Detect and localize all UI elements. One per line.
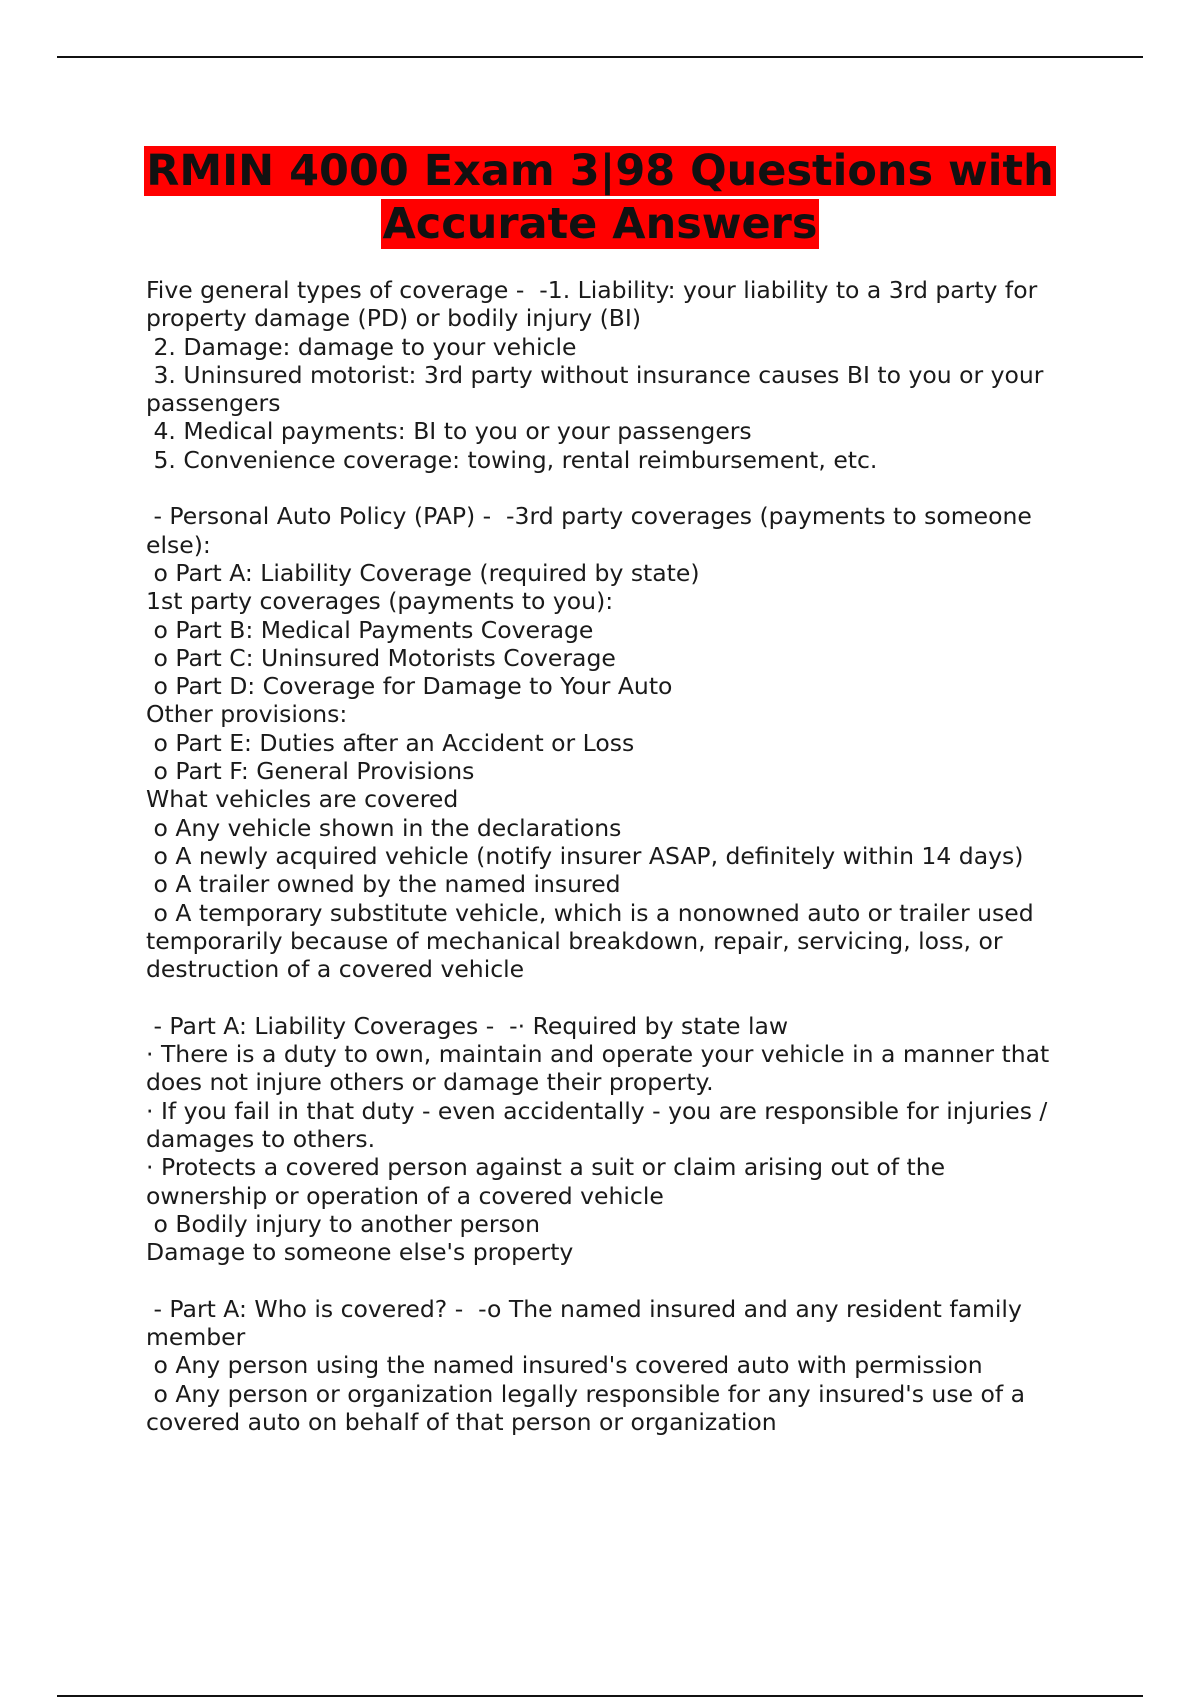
text-line: - Part A: Liability Coverages - -· Required by state law: [146, 1011, 789, 1040]
text-line: o Part D: Coverage for Damage to Your Auto: [146, 672, 673, 701]
document-title: [100, 145, 1100, 251]
text-line: 1st party coverages (payments to you):: [146, 587, 614, 616]
text-line: o Part E: Duties after an Accident or Loss: [146, 728, 635, 757]
text-line: o A temporary substitute vehicle, which is a nonowned auto or trailer used: [146, 898, 1034, 927]
text-line: o Any person or organization legally responsible for any insured's use of a: [146, 1379, 1026, 1408]
text-line: property damage (PD) or bodily injury (BI): [146, 304, 642, 333]
text-line: o Part F: General Provisions: [146, 757, 475, 786]
text-line: 2. Damage: damage to your vehicle: [146, 332, 577, 361]
bottom-rule: [57, 1695, 1143, 1697]
text-line: o Any person using the named insured's covered auto with permission: [146, 1351, 983, 1380]
blank-line: [146, 474, 1106, 502]
text-line: ownership or operation of a covered vehicle: [146, 1181, 664, 1210]
text-line: o Bodily injury to another person: [146, 1209, 541, 1238]
text-line: else):: [146, 530, 211, 559]
text-line: - Part A: Who is covered? - -o The named insured and any resident family: [146, 1294, 1022, 1323]
text-line: 4. Medical payments: BI to you or your passengers: [146, 417, 752, 446]
text-line: o A newly acquired vehicle (notify insurer ASAP, definitely within 14 days): [146, 841, 1024, 870]
text-line: o Part C: Uninsured Motorists Coverage: [146, 643, 616, 672]
text-line: · Protects a covered person against a suit or claim arising out of the: [146, 1153, 946, 1182]
text-line: passengers: [146, 389, 281, 418]
text-line: 5. Convenience coverage: towing, rental reimbursement, etc.: [146, 445, 878, 474]
text-line: · There is a duty to own, maintain and operate your vehicle in a manner that: [146, 1040, 1050, 1069]
title-line-1: RMIN 4000 Exam 3|98 Questions with: [146, 146, 1054, 196]
text-line: - Personal Auto Policy (PAP) - -3rd party coverages (payments to someone: [146, 502, 1032, 531]
top-rule: [57, 56, 1143, 58]
text-line: destruction of a covered vehicle: [146, 955, 525, 984]
text-line: damages to others.: [146, 1124, 376, 1153]
text-line: member: [146, 1322, 246, 1351]
title-line-2: Accurate Answers: [382, 199, 818, 249]
blank-line: [146, 1266, 1106, 1294]
text-line: covered auto on behalf of that person or organization: [146, 1407, 777, 1436]
text-line: o A trailer owned by the named insured: [146, 870, 621, 899]
text-line: Five general types of coverage - -1. Liability: your liability to a 3rd party for: [146, 276, 1038, 304]
text-line: does not injure others or damage their property.: [146, 1068, 714, 1097]
text-line: · If you fail in that duty - even accidentally - you are responsible for injuries /: [146, 1096, 1048, 1125]
document-body: [146, 276, 1106, 1436]
text-line: o Any vehicle shown in the declarations: [146, 813, 622, 842]
text-line: Damage to someone else's property: [146, 1238, 574, 1267]
blank-line: [146, 983, 1106, 1011]
text-line: temporarily because of mechanical breakdown, repair, servicing, loss, or: [146, 926, 1003, 955]
text-line: o Part A: Liability Coverage (required by state): [146, 558, 700, 587]
text-line: o Part B: Medical Payments Coverage: [146, 615, 594, 644]
text-line: What vehicles are covered: [146, 785, 459, 814]
text-line: 3. Uninsured motorist: 3rd party without insurance causes BI to you or your: [146, 360, 1044, 389]
text-line: Other provisions:: [146, 700, 348, 729]
